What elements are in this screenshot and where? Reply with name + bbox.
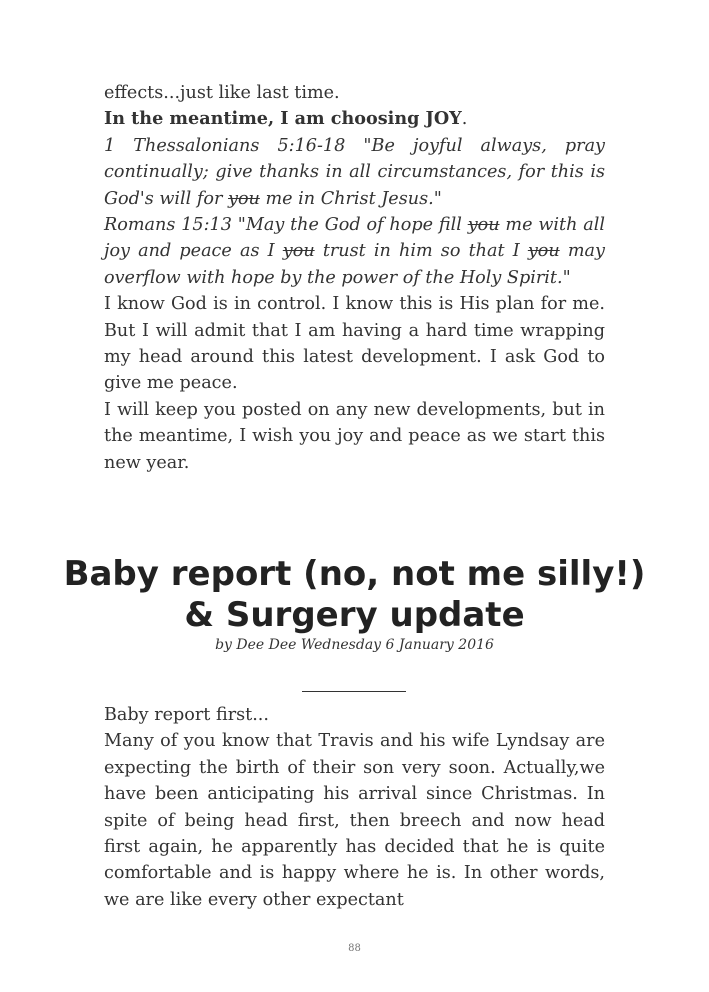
- page-number: 88: [348, 943, 361, 954]
- scripture-thessalonians: [104, 133, 605, 212]
- paragraph-baby-report: Baby report first...: [104, 705, 269, 725]
- thess-text-b: me in Christ Jesus.": [259, 188, 442, 209]
- romans-text-c: trust in him so that I: [314, 241, 528, 262]
- scripture-romans: [104, 212, 605, 291]
- romans-text-a: Romans 15:13 "May the God of hope fill: [104, 215, 468, 236]
- post-title-line-2: & Surgery update: [184, 595, 525, 635]
- paragraph-joy: [104, 106, 605, 132]
- joy-period: .: [461, 109, 468, 130]
- divider: [302, 691, 406, 692]
- previous-post-body: [104, 80, 605, 476]
- post-body: [104, 702, 605, 913]
- post-byline: by Dee Dee Wednesday 6 January 2016: [215, 637, 494, 653]
- paragraph-keep-posted: I will keep you posted on any new developments, but in the meantime, I wish you joy and peace as we start this new year.: [104, 399, 605, 473]
- romans-struck-word-3: you: [527, 241, 560, 262]
- paragraph-expecting: Many of you know that Travis and his wife Lyndsay are expecting the birth of their son very soon. Actually,we have been anticipating his arrival since Christmas. In spite of being head first, then breech and now head first again, he apparently has decided that he is quite comfortable and is happy where he is. In other words, we are like every other expectant: [104, 731, 605, 910]
- paragraph-effects: effects...just like last time.: [104, 83, 340, 103]
- post-title: [60, 554, 649, 636]
- romans-text-d: may overflow with hope by the power of the Holy Spirit.": [104, 241, 605, 288]
- thess-text-a: 1 Thessalonians 5:16-18 "Be joyful always, pray continually; give thanks in all circumstances, for this is God's will for: [104, 135, 605, 209]
- romans-struck-word-1: you: [467, 215, 500, 236]
- joy-statement: In the meantime, I am choosing JOY: [104, 108, 462, 130]
- paragraph-god-in-control: I know God is in control. I know this is His plan for me. But I will admit that I am having a hard time wrapping my head around this latest development. I ask God to give me peace.: [104, 294, 605, 394]
- romans-struck-word-2: you: [282, 241, 315, 262]
- post-title-line-1: Baby report (no, not me silly!): [63, 554, 646, 594]
- thess-struck-word: you: [228, 188, 260, 209]
- romans-text-b: me with all joy and peace as I: [104, 215, 605, 262]
